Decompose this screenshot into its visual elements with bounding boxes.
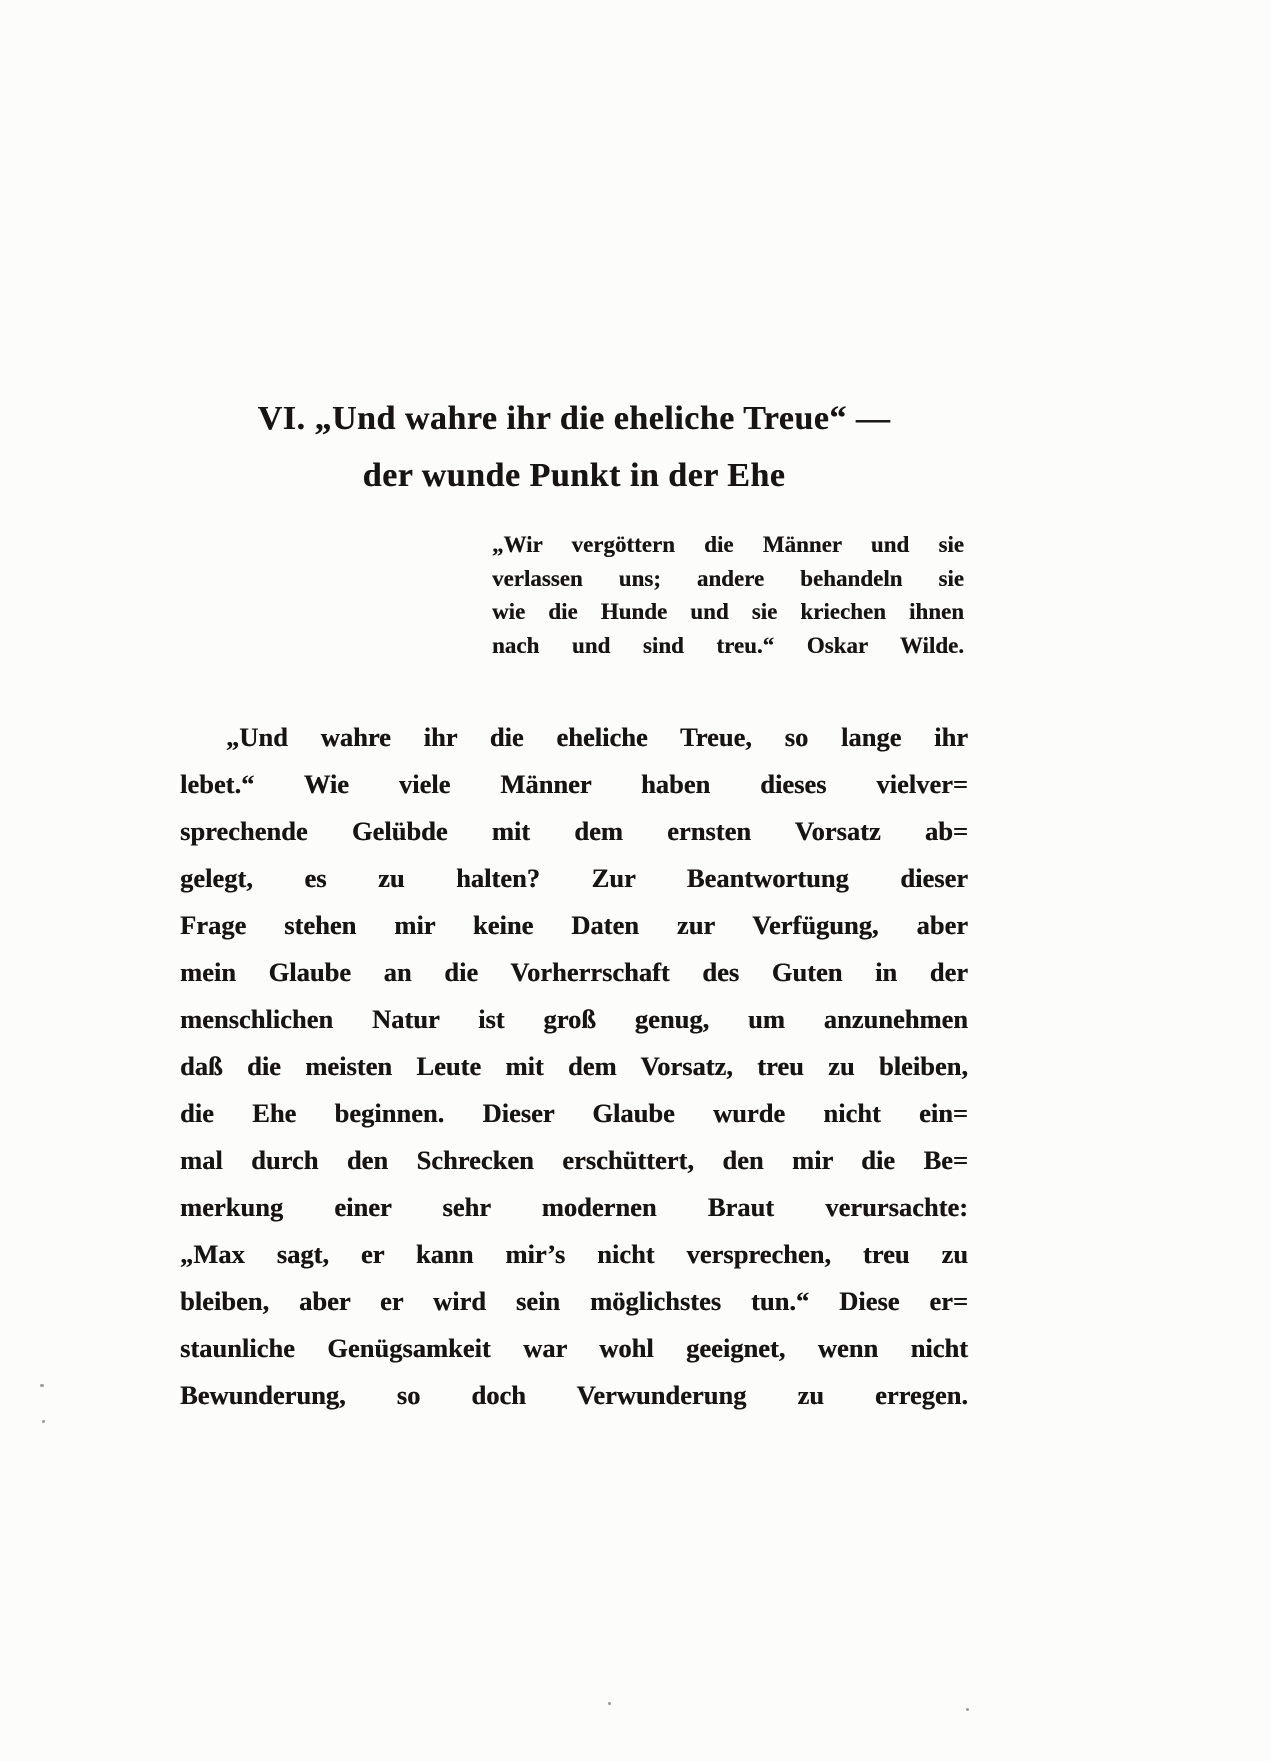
body-line: mein Glaube an die Vorherrschaft des Guten in der	[180, 957, 968, 987]
body-line: daß die meisten Leute mit dem Vorsatz, treu zu bleiben,	[180, 1051, 968, 1081]
scan-speck	[608, 1702, 611, 1705]
body-line: lebet.“ Wie viele Männer haben dieses vielver=	[180, 769, 968, 799]
body-line: Frage stehen mir keine Daten zur Verfügung, aber	[180, 910, 968, 940]
scan-speck	[966, 1708, 969, 1711]
body-line: gelegt, es zu halten? Zur Beantwortung dieser	[180, 863, 968, 893]
body-line: bleiben, aber er wird sein möglichstes tun.“ Diese er=	[180, 1286, 968, 1316]
body-line: sprechende Gelübde mit dem ernsten Vorsatz ab=	[180, 816, 968, 846]
chapter-heading-line-1: VI. „Und wahre ihr die eheliche Treue“ —	[257, 400, 891, 437]
body-line: „Max sagt, er kann mir’s nicht versprechen, treu zu	[180, 1239, 968, 1269]
body-line: „Und wahre ihr die eheliche Treue, so lange ihr	[226, 722, 968, 752]
epigraph-line: nach und sind treu.“ Oskar Wilde.	[492, 632, 964, 658]
body-line: staunliche Genügsamkeit war wohl geeignet, wenn nicht	[180, 1333, 968, 1363]
epigraph-line: wie die Hunde und sie kriechen ihnen	[492, 599, 964, 624]
scan-speck	[42, 1420, 45, 1423]
scan-speck	[40, 1384, 44, 1387]
body-paragraph	[180, 714, 968, 1419]
epigraph	[492, 528, 964, 662]
chapter-heading	[178, 390, 970, 504]
body-line: mal durch den Schrecken erschüttert, den mir die Be=	[180, 1145, 968, 1175]
epigraph-line: „Wir vergöttern die Männer und sie	[492, 532, 964, 557]
body-line: merkung einer sehr modernen Braut verursachte:	[180, 1192, 968, 1222]
epigraph-line: verlassen uns; andere behandeln sie	[492, 565, 964, 591]
body-line: menschlichen Natur ist groß genug, um anzunehmen	[180, 1004, 968, 1034]
body-line: die Ehe beginnen. Dieser Glaube wurde nicht ein=	[180, 1098, 968, 1128]
body-line: Bewunderung, so doch Verwunderung zu erregen.	[180, 1380, 968, 1410]
chapter-heading-line-2: der wunde Punkt in der Ehe	[362, 457, 786, 494]
